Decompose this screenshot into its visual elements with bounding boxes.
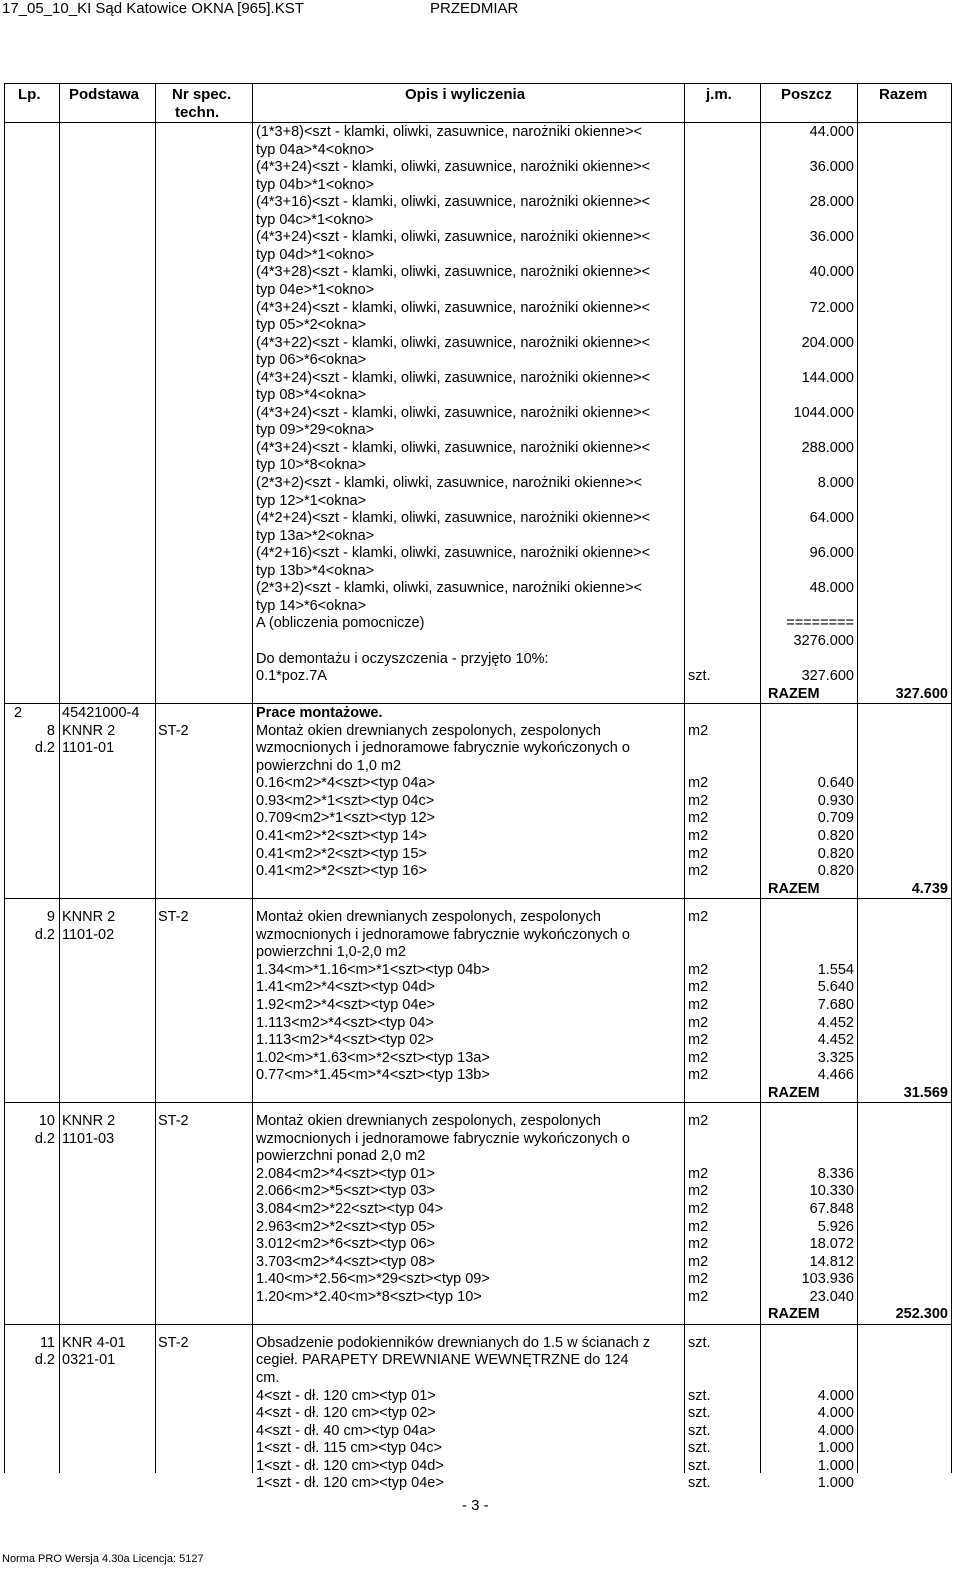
razem-label: RAZEM <box>768 1306 820 1323</box>
measure-unit: m2 <box>688 810 709 827</box>
calc-line: typ 04c>*1<okno> <box>256 211 374 228</box>
measure-unit: m2 <box>688 1183 709 1200</box>
position-unit: m2 <box>688 722 709 739</box>
position-basis-code: 1101-01 <box>62 740 115 757</box>
measure-line: 0.93<m2>*1<szt><typ 04c> <box>256 792 435 809</box>
measure-unit: m2 <box>688 775 709 792</box>
measure-unit: m2 <box>688 1201 709 1217</box>
calc-value: 3276.000 <box>793 632 854 649</box>
measure-line: 1.40<m>*2.56<m>*29<szt><typ 09> <box>256 1271 490 1288</box>
measure-line: 3.084<m2>*22<szt><typ 04> <box>256 1201 444 1217</box>
measure-line: 2.084<m2>*4<szt><typ 01> <box>256 1165 435 1182</box>
calc-line: typ 04e>*1<okno> <box>256 281 375 298</box>
position-d: d.2 <box>34 1130 55 1147</box>
measure-line: 4<szt - dł. 120 cm><typ 01> <box>256 1387 436 1404</box>
position-spec: ST-2 <box>158 909 189 926</box>
razem-total: 252.300 <box>895 1306 948 1323</box>
calc-value: 144.000 <box>801 369 854 386</box>
position-spec: ST-2 <box>158 1113 189 1130</box>
footer-license: Norma PRO Wersja 4.30a Licencja: 5127 <box>2 1553 204 1565</box>
measure-unit: szt. <box>688 1405 711 1422</box>
measure-line: 1<szt - dł. 120 cm><typ 04e> <box>256 1475 444 1492</box>
calc-line: A (obliczenia pomocnicze) <box>256 615 425 632</box>
position-description: cegieł. PARAPETY DREWNIANE WEWNĘTRZNE do 124 <box>256 1352 629 1369</box>
measure-unit: m2 <box>688 996 709 1013</box>
section-title: Prace montażowe. <box>256 705 383 722</box>
measure-unit: m2 <box>688 845 709 862</box>
measure-unit: szt. <box>688 1440 711 1457</box>
calc-line: typ 08>*4<okna> <box>256 387 367 404</box>
measure-value: 1.000 <box>817 1440 854 1457</box>
position-lp: 8 <box>46 722 55 739</box>
calc-line: (4*3+24)<szt - klamki, oliwki, zasuwnice, narożniki okienne>< <box>256 369 651 386</box>
calc-value: 8.000 <box>817 475 854 491</box>
measure-line: 3.012<m2>*6<szt><typ 06> <box>256 1236 435 1253</box>
position-description: cm. <box>256 1369 280 1386</box>
measure-unit: m2 <box>688 792 709 809</box>
position-description: powierzchni 1,0-2,0 m2 <box>256 944 406 961</box>
measure-unit: m2 <box>688 863 709 880</box>
page-number: - 3 - <box>462 1497 489 1514</box>
calc-line: typ 04b>*1<okno> <box>256 176 375 193</box>
col-lp: Lp. <box>18 86 41 103</box>
measure-unit: m2 <box>688 1014 709 1031</box>
calc-value: 204.000 <box>801 334 854 351</box>
calc-line: (4*3+24)<szt - klamki, oliwki, zasuwnice, narożniki okienne>< <box>256 229 651 246</box>
measure-unit: m2 <box>688 1253 709 1270</box>
calc-value: 72.000 <box>809 299 854 316</box>
col-podstawa: Podstawa <box>69 86 140 103</box>
measure-value: 0.820 <box>817 863 854 880</box>
measure-value: 67.848 <box>809 1201 854 1217</box>
calc-line: (4*3+22)<szt - klamki, oliwki, zasuwnice, narożniki okienne>< <box>256 334 651 351</box>
section-code: 45421000-4 <box>62 705 140 722</box>
position-spec: ST-2 <box>158 722 189 739</box>
measure-line: 1<szt - dł. 120 cm><typ 04d> <box>256 1457 444 1474</box>
measure-value: 1.000 <box>817 1457 854 1474</box>
calc-line: (4*3+24)<szt - klamki, oliwki, zasuwnice, narożniki okienne>< <box>256 439 651 456</box>
calc-value: 48.000 <box>809 580 854 597</box>
calc-line: (4*3+16)<szt - klamki, oliwki, zasuwnice, narożniki okienne>< <box>256 194 651 211</box>
calc-line: (2*3+2)<szt - klamki, oliwki, zasuwnice, narożniki okienne>< <box>256 475 643 491</box>
col-opis: Opis i wyliczenia <box>405 86 526 103</box>
measure-value: 10.330 <box>809 1183 854 1200</box>
position-basis: KNNR 2 <box>62 722 116 739</box>
position-description: Obsadzenie podokienników drewnianych do 1.5 w ścianach z <box>256 1334 651 1351</box>
measure-value: 1.000 <box>817 1475 854 1492</box>
calc-line: (4*2+24)<szt - klamki, oliwki, zasuwnice, narożniki okienne>< <box>256 510 651 527</box>
calc-line: (4*3+24)<szt - klamki, oliwki, zasuwnice, narożniki okienne>< <box>256 404 651 421</box>
measure-value: 3.325 <box>817 1049 854 1066</box>
measure-value: 4.000 <box>817 1405 854 1422</box>
position-basis-code: 1101-03 <box>62 1130 115 1147</box>
calc-value: 44.000 <box>809 124 854 140</box>
position-description: wzmocnionych i jednoramowe fabrycznie wykończonych o <box>256 926 630 943</box>
measure-unit: m2 <box>688 1236 709 1253</box>
razem-label: RAZEM <box>768 1084 820 1101</box>
measure-value: 1.554 <box>817 961 854 978</box>
measure-line: 2.963<m2>*2<szt><typ 05> <box>256 1218 435 1235</box>
measure-line: 0.77<m>*1.45<m>*4<szt><typ 13b> <box>256 1067 490 1084</box>
measure-line: 4<szt - dł. 120 cm><typ 02> <box>256 1405 436 1422</box>
calc-value: 327.600 <box>801 668 854 685</box>
measure-unit: m2 <box>688 1049 709 1066</box>
measure-line: 1.41<m2>*4<szt><typ 04d> <box>256 979 435 996</box>
position-basis: KNNR 2 <box>62 1113 116 1130</box>
measure-line: 0.709<m2>*1<szt><typ 12> <box>256 810 435 827</box>
measure-unit: m2 <box>688 1271 709 1288</box>
measure-value: 0.930 <box>817 792 854 809</box>
measure-line: 1.34<m>*1.16<m>*1<szt><typ 04b> <box>256 961 490 978</box>
measure-value: 0.709 <box>817 810 854 827</box>
measure-line: 0.41<m2>*2<szt><typ 14> <box>256 828 427 844</box>
calc-line: 0.1*poz.7A <box>256 668 327 685</box>
col-line <box>252 83 253 1473</box>
measure-value: 18.072 <box>809 1236 854 1253</box>
measure-value: 7.680 <box>817 996 854 1013</box>
measure-unit: szt. <box>688 1422 711 1439</box>
measure-unit: m2 <box>688 828 709 844</box>
col-line <box>684 83 685 1473</box>
position-description: wzmocnionych i jednoramowe fabrycznie wykończonych o <box>256 1130 630 1147</box>
position-basis: KNR 4-01 <box>62 1334 126 1351</box>
measure-line: 1.92<m2>*4<szt><typ 04e> <box>256 996 435 1013</box>
calc-unit: szt. <box>688 668 711 685</box>
position-lp: 10 <box>38 1113 55 1130</box>
measure-unit: m2 <box>688 1288 709 1305</box>
measure-value: 103.936 <box>801 1271 854 1288</box>
calc-line: typ 14>*6<okna> <box>256 597 367 614</box>
measure-value: 14.812 <box>809 1253 854 1270</box>
razem-label: RAZEM <box>768 685 820 702</box>
position-basis-code: 1101-02 <box>62 926 115 943</box>
measure-value: 5.926 <box>817 1218 854 1235</box>
position-d: d.2 <box>34 1352 55 1369</box>
position-basis: KNNR 2 <box>62 909 116 926</box>
col-nrspec: Nr spec. <box>172 86 232 103</box>
measure-unit: m2 <box>688 961 709 978</box>
calc-line: typ 05>*2<okna> <box>256 317 367 334</box>
calc-line: typ 12>*1<okna> <box>256 492 367 509</box>
measure-line: 0.41<m2>*2<szt><typ 16> <box>256 863 427 880</box>
measure-line: 1<szt - dł. 115 cm><typ 04c> <box>256 1440 442 1457</box>
row-separator <box>4 898 952 899</box>
calc-line: typ 09>*29<okna> <box>256 422 375 439</box>
calc-value: 36.000 <box>809 229 854 246</box>
position-lp: 11 <box>39 1334 55 1351</box>
measure-unit: m2 <box>688 1032 709 1049</box>
measure-value: 4.466 <box>817 1067 854 1084</box>
measure-line: 1.113<m2>*4<szt><typ 04> <box>256 1014 434 1031</box>
position-unit: szt. <box>688 1334 711 1351</box>
measure-line: 2.066<m2>*5<szt><typ 03> <box>256 1183 435 1200</box>
col-poszcz: Poszcz <box>781 86 832 103</box>
calc-line: (4*3+24)<szt - klamki, oliwki, zasuwnice, narożniki okienne>< <box>256 299 651 316</box>
col-line <box>155 83 156 1473</box>
measure-value: 0.640 <box>817 775 854 792</box>
measure-value: 8.336 <box>817 1165 854 1182</box>
row-separator <box>4 1324 952 1325</box>
position-d: d.2 <box>34 926 55 943</box>
razem-total: 31.569 <box>903 1084 948 1101</box>
calc-line: typ 04d>*1<okno> <box>256 246 375 263</box>
measure-line: 1.02<m>*1.63<m>*2<szt><typ 13a> <box>256 1049 490 1066</box>
position-d: d.2 <box>34 740 55 757</box>
col-line <box>951 83 952 1473</box>
file-name: 17_05_10_KI Sąd Katowice OKNA [965].KST <box>2 0 304 17</box>
calc-line: typ 04a>*4<okno> <box>256 141 375 158</box>
position-description: powierzchni ponad 2,0 m2 <box>256 1148 426 1165</box>
razem-label: RAZEM <box>768 880 820 897</box>
position-unit: m2 <box>688 1113 709 1130</box>
calc-line: (2*3+2)<szt - klamki, oliwki, zasuwnice, narożniki okienne>< <box>256 580 643 597</box>
calc-value: 288.000 <box>801 439 854 456</box>
position-description: wzmocnionych i jednoramowe fabrycznie wykończonych o <box>256 740 630 757</box>
calc-line: typ 10>*8<okna> <box>256 457 367 474</box>
calc-line: (4*3+24)<szt - klamki, oliwki, zasuwnice, narożniki okienne>< <box>256 159 651 176</box>
calc-value: 64.000 <box>809 510 854 527</box>
col-line <box>59 83 60 1473</box>
calc-line: (1*3+8)<szt - klamki, oliwki, zasuwnice, narożniki okienne>< <box>256 124 643 140</box>
position-description: Montaż okien drewnianych zespolonych, zespolonych <box>256 909 601 926</box>
razem-total: 327.600 <box>895 685 948 702</box>
measure-line: 4<szt - dł. 40 cm><typ 04a> <box>256 1422 436 1439</box>
calc-value: 40.000 <box>809 264 854 281</box>
measure-unit: m2 <box>688 1165 709 1182</box>
row-separator <box>4 703 952 704</box>
measure-line: 0.16<m2>*4<szt><typ 04a> <box>256 775 435 792</box>
calc-line: typ 06>*6<okna> <box>256 352 367 369</box>
col-line <box>857 83 858 1473</box>
calc-line: (4*3+28)<szt - klamki, oliwki, zasuwnice, narożniki okienne>< <box>256 264 651 281</box>
measure-line: 1.20<m>*2.40<m>*8<szt><typ 10> <box>256 1288 482 1305</box>
razem-total: 4.739 <box>911 880 948 897</box>
calc-line: typ 13a>*2<okna> <box>256 527 375 544</box>
row-separator <box>4 1102 952 1103</box>
measure-line: 1.113<m2>*4<szt><typ 02> <box>256 1032 434 1049</box>
calc-value: 1044.000 <box>793 404 854 421</box>
col-jm: j.m. <box>706 86 732 103</box>
measure-value: 5.640 <box>817 979 854 996</box>
calc-value: 28.000 <box>809 194 854 211</box>
measure-unit: m2 <box>688 1218 709 1235</box>
calc-line: (4*2+16)<szt - klamki, oliwki, zasuwnice, narożniki okienne>< <box>256 545 651 562</box>
calc-line: Do demontażu i oczyszczenia - przyjęto 10%: <box>256 650 549 667</box>
position-description: powierzchni do 1,0 m2 <box>256 757 402 774</box>
calc-value: 36.000 <box>809 159 854 176</box>
document-kind: PRZEDMIAR <box>430 0 519 17</box>
calc-value: 96.000 <box>809 545 854 562</box>
header-bottom-line <box>4 122 952 123</box>
position-basis-code: 0321-01 <box>62 1352 116 1369</box>
position-lp: 9 <box>46 909 55 926</box>
position-unit: m2 <box>688 909 709 926</box>
measure-value: 0.820 <box>817 845 854 862</box>
col-razem: Razem <box>879 86 928 103</box>
table-top-line <box>4 83 952 84</box>
section-lp: 2 <box>14 705 23 722</box>
measure-unit: m2 <box>688 1067 709 1084</box>
measure-value: 4.452 <box>817 1032 854 1049</box>
measure-value: 23.040 <box>809 1288 854 1305</box>
measure-line: 3.703<m2>*4<szt><typ 08> <box>256 1253 435 1270</box>
position-description: Montaż okien drewnianych zespolonych, zespolonych <box>256 1113 601 1130</box>
calc-line: typ 13b>*4<okna> <box>256 562 375 579</box>
measure-unit: szt. <box>688 1475 711 1492</box>
measure-value: 4.452 <box>817 1014 854 1031</box>
position-description: Montaż okien drewnianych zespolonych, zespolonych <box>256 722 601 739</box>
measure-unit: szt. <box>688 1457 711 1474</box>
col-line <box>4 83 5 1473</box>
measure-unit: szt. <box>688 1387 711 1404</box>
col-nrspec-2: techn. <box>175 104 220 121</box>
measure-unit: m2 <box>688 979 709 996</box>
measure-value: 0.820 <box>817 828 854 844</box>
measure-value: 4.000 <box>817 1387 854 1404</box>
calc-value: ======== <box>786 615 854 632</box>
measure-value: 4.000 <box>817 1422 854 1439</box>
position-spec: ST-2 <box>158 1334 189 1351</box>
measure-line: 0.41<m2>*2<szt><typ 15> <box>256 845 427 862</box>
